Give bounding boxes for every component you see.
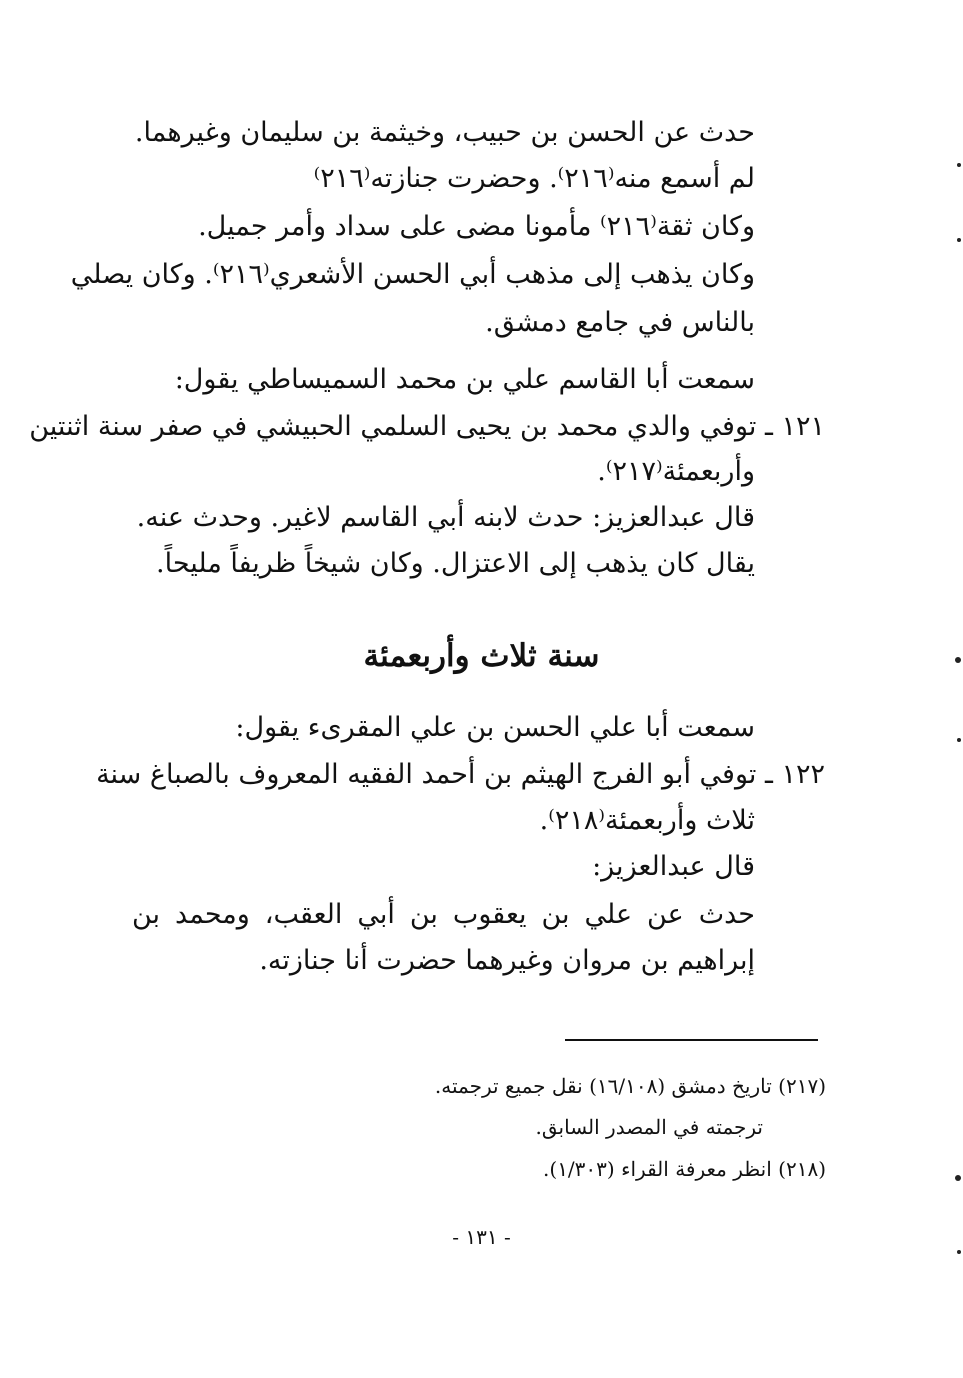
- footnote-separator: [565, 1039, 818, 1041]
- text-line-3: وكان ثقة⁽٢١٦⁾ مأمونا مضى على سداد وأمر جميل.: [198, 211, 755, 242]
- text-line-10: يقال كان يذهب إلى الاعتزال. وكان شيخاً ظريفاً مليحاً.: [156, 548, 755, 579]
- entry-121-line-1: ١٢١ ـ توفي والدي محمد بن يحيى السلمي الحبيشي في صفر سنة اثنتين: [29, 411, 825, 442]
- page-number: - ١٣١ -: [452, 1225, 511, 1249]
- text-line-15: حدث عن علي بن يعقوب بن أبي العقب، ومحمد بن: [132, 899, 755, 930]
- entry-122-line-2: ثلاث وأربعمئة⁽٢١٨⁾.: [539, 805, 755, 836]
- text-line-11: سمعت أبا علي الحسن بن علي المقرىء يقول:: [235, 712, 755, 743]
- text-line-16: إبراهيم بن مروان وغيرهما حضرت أنا جنازته.: [259, 945, 755, 976]
- margin-speck: [957, 163, 961, 167]
- margin-speck: [955, 1175, 961, 1181]
- entry-122-line-1: ١٢٢ ـ توفي أبو الفرج الهيثم بن أحمد الفقيه المعروف بالصباغ سنة: [96, 759, 825, 790]
- margin-speck: [955, 657, 961, 663]
- text-line-14: قال عبدالعزيز:: [592, 851, 755, 882]
- text-line-6: سمعت أبا القاسم علي بن محمد السميساطي يقول:: [174, 364, 755, 395]
- margin-speck: [957, 1250, 961, 1254]
- margin-speck: [957, 238, 961, 242]
- footnote-217-continuation: ترجمته في المصدر السابق.: [535, 1115, 763, 1139]
- text-line-9: قال عبدالعزيز: حدث لابنه أبي القاسم لاغير. وحدث عنه.: [136, 502, 755, 533]
- entry-121-line-2: وأربعمئة⁽٢١٧⁾.: [597, 456, 755, 487]
- text-line-5: بالناس في جامع دمشق.: [485, 307, 755, 338]
- text-line-1: حدث عن الحسن بن حبيب، وخيثمة بن سليمان وغيرهما.: [134, 117, 755, 148]
- margin-speck: [957, 738, 961, 742]
- text-line-2: لم أسمع منه⁽٢١٦⁾. وحضرت جنازته⁽٢١٦⁾: [313, 163, 755, 194]
- text-line-4: وكان يذهب إلى مذهب أبي الحسن الأشعري⁽٢١٦⁾. وكان يصلي: [70, 259, 755, 290]
- footnote-218: (٢١٨) انظر معرفة القراء (١/٣٠٣).: [543, 1157, 826, 1181]
- footnote-217: (٢١٧) تاريخ دمشق (١٦/١٠٨) نقل جميع ترجمته.: [434, 1074, 826, 1098]
- section-heading: سنة ثلاث وأربعمئة: [363, 638, 600, 674]
